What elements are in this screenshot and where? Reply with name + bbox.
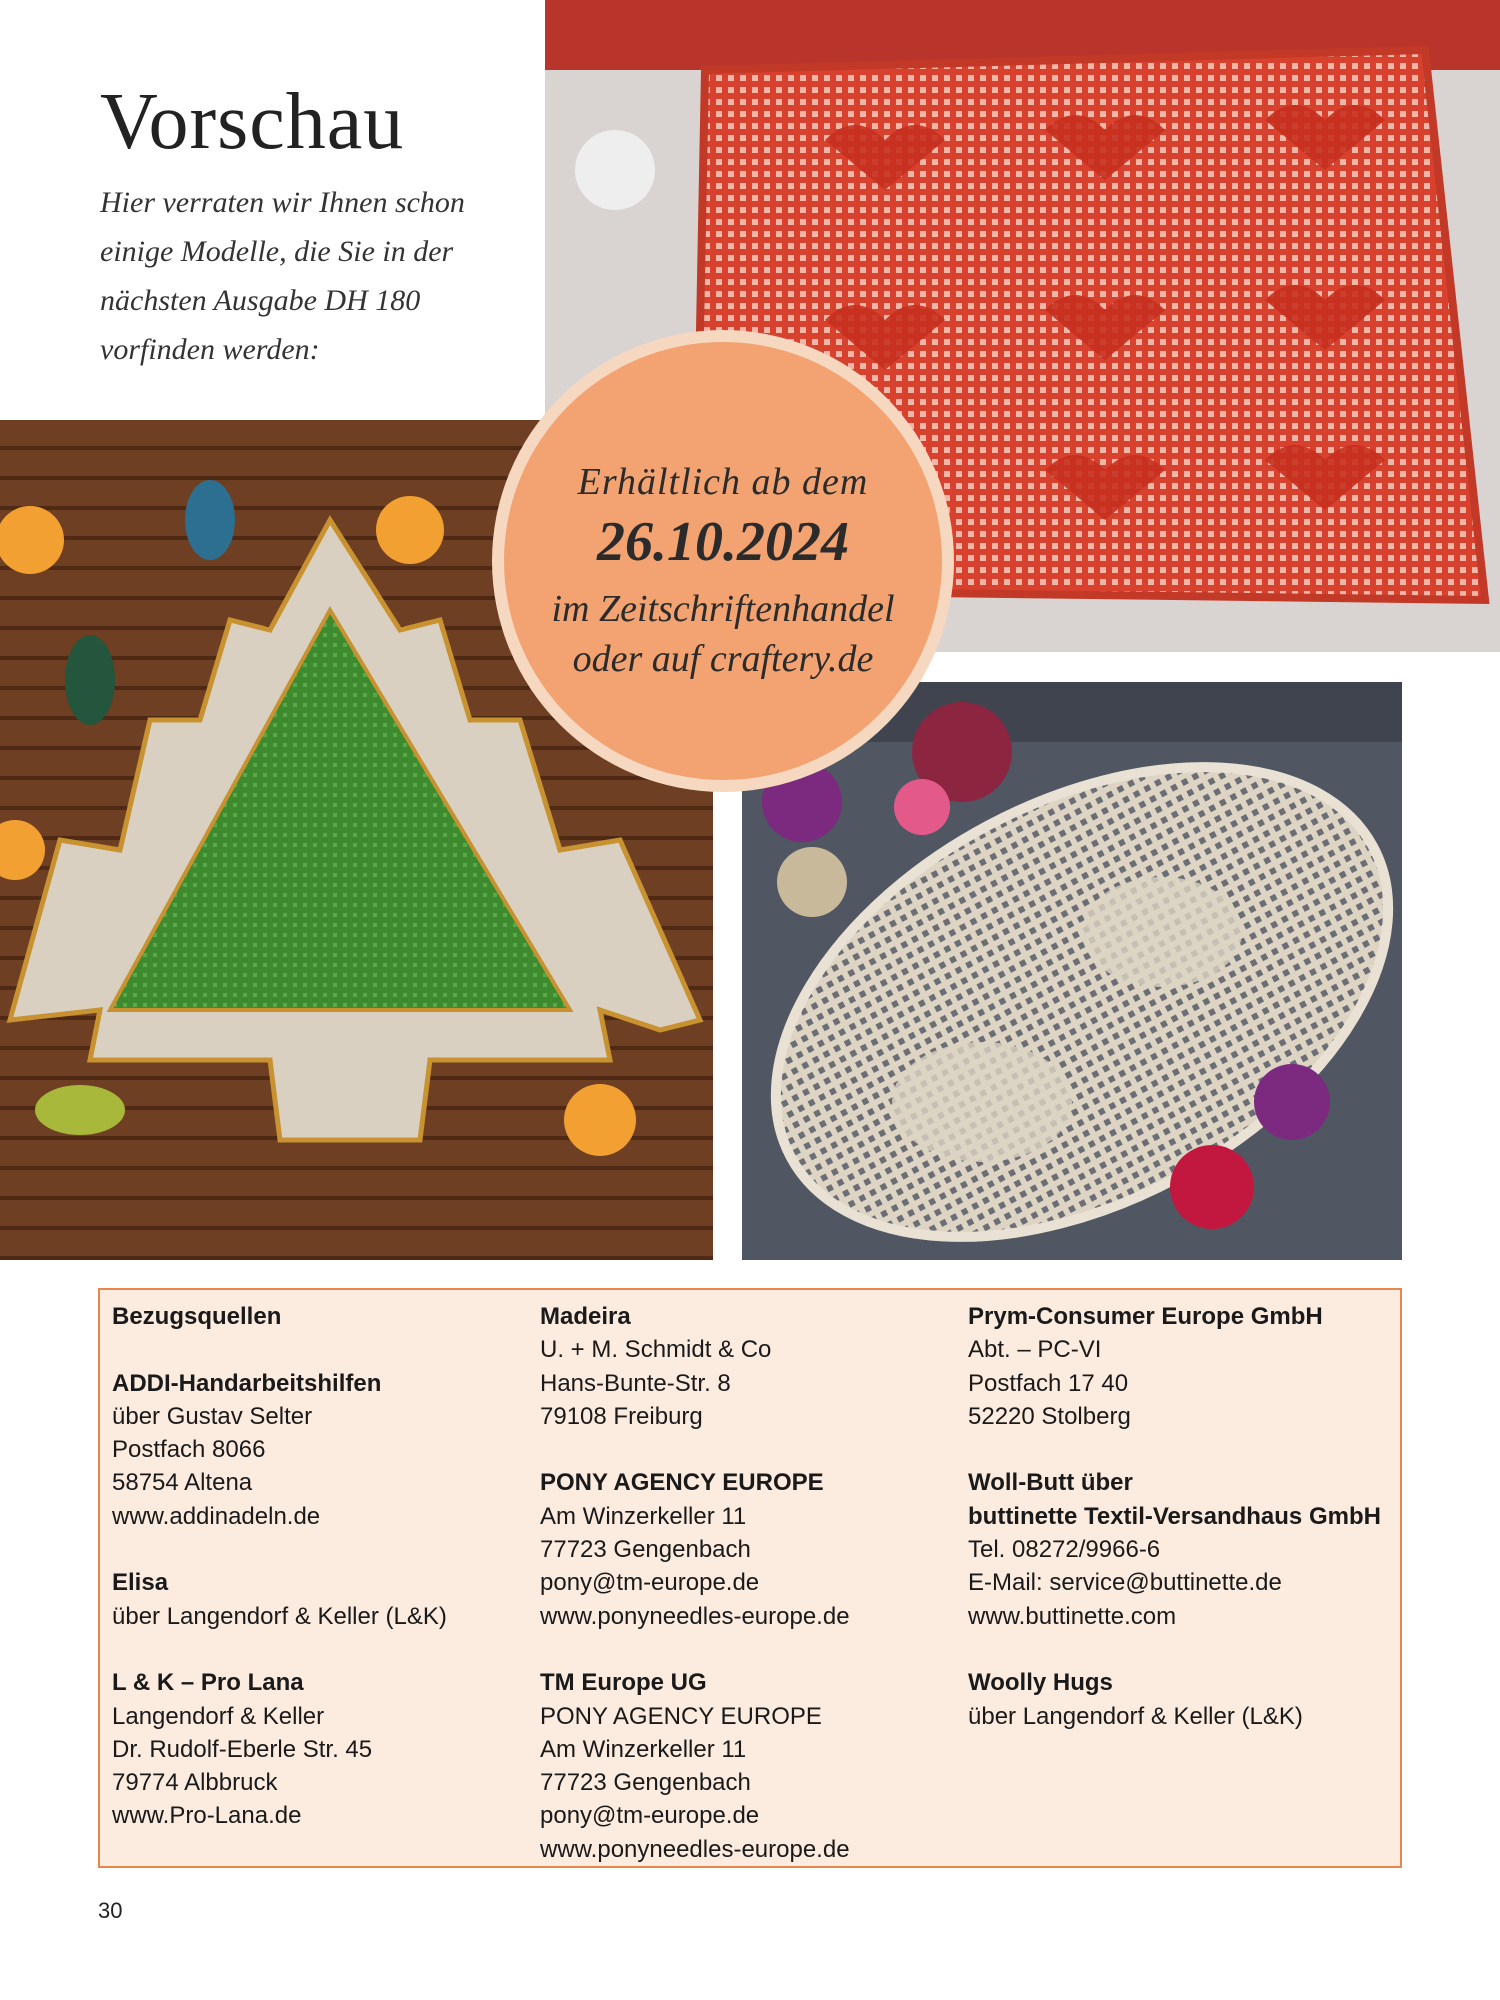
source-line: U. + M. Schmidt & Co (540, 1336, 772, 1364)
source-line: über Langendorf & Keller (L&K) (112, 1602, 447, 1630)
intro-line: nächsten Ausgabe DH 180 (100, 284, 421, 317)
source-line: www.buttinette.com (968, 1602, 1177, 1630)
badge-date: 26.10.2024 (597, 511, 849, 573)
page-title: Vorschau (100, 78, 405, 166)
sources-column-3 (968, 1300, 1388, 1733)
source-heading: Bezugsquellen (112, 1303, 282, 1330)
source-line: www.ponyneedles-europe.de (540, 1835, 850, 1863)
availability-badge-inner (504, 342, 942, 780)
source-heading: Woolly Hugs (968, 1669, 1113, 1697)
source-line: Am Winzerkeller 11 (540, 1502, 747, 1530)
source-line: Hans-Bunte-Str. 8 (540, 1369, 731, 1397)
source-line (968, 1433, 1388, 1466)
source-heading: Woll-Butt über (968, 1469, 1133, 1497)
source-heading: PONY AGENCY EUROPE (540, 1469, 824, 1497)
source-heading: ADDI-Handarbeitshilfen (112, 1369, 382, 1397)
source-line: PONY AGENCY EUROPE (540, 1702, 822, 1730)
source-line: 79108 Freiburg (540, 1402, 703, 1430)
source-line: Abt. – PC-VI (968, 1336, 1102, 1364)
source-line (112, 1533, 532, 1566)
intro-line: Hier verraten wir Ihnen schon (100, 186, 465, 219)
source-heading: buttinette Textil-Versandhaus GmbH (968, 1502, 1381, 1530)
source-line: 77723 Gengenbach (540, 1769, 751, 1797)
source-heading: Prym-Consumer Europe GmbH (968, 1303, 1323, 1330)
source-line (540, 1633, 960, 1666)
photo-oval-filet-runner (742, 682, 1402, 1260)
intro-line: einige Modelle, die Sie in der (100, 235, 454, 268)
source-line: www.Pro-Lana.de (112, 1802, 302, 1830)
page-number: 30 (98, 1898, 123, 1923)
source-heading: TM Europe UG (540, 1669, 707, 1697)
intro-line: vorfinden werden: (100, 333, 320, 366)
source-line: Postfach 8066 (112, 1436, 266, 1464)
source-heading: Madeira (540, 1303, 631, 1330)
source-line: Tel. 08272/9966-6 (968, 1536, 1161, 1564)
source-line: www.addinadeln.de (112, 1502, 321, 1530)
source-line: 77723 Gengenbach (540, 1536, 751, 1564)
source-line: über Langendorf & Keller (L&K) (968, 1702, 1303, 1730)
availability-badge (492, 330, 954, 792)
intro-text (100, 178, 540, 374)
source-line: 58754 Altena (112, 1469, 253, 1497)
source-line (540, 1433, 960, 1466)
sources-column-1 (112, 1300, 532, 1833)
source-line: 79774 Albbruck (112, 1769, 278, 1797)
badge-newsstand: im Zeitschriftenhandel (551, 588, 895, 630)
source-line: 52220 Stolberg (968, 1402, 1131, 1430)
source-line (112, 1333, 532, 1366)
source-line: www.ponyneedles-europe.de (540, 1602, 850, 1630)
source-line: über Gustav Selter (112, 1402, 313, 1430)
badge-available-from: Erhältlich ab dem (577, 461, 869, 503)
sources-box (98, 1288, 1402, 1868)
source-line: E-Mail: service@buttinette.de (968, 1569, 1282, 1597)
source-line (112, 1633, 532, 1666)
source-line: pony@tm-europe.de (540, 1802, 760, 1830)
source-line: Postfach 17 40 (968, 1369, 1129, 1397)
source-heading: Elisa (112, 1569, 169, 1597)
source-line: Dr. Rudolf-Eberle Str. 45 (112, 1735, 373, 1763)
source-line: Am Winzerkeller 11 (540, 1735, 747, 1763)
source-heading: L & K – Pro Lana (112, 1669, 304, 1697)
source-line: Langendorf & Keller (112, 1702, 325, 1730)
source-line (968, 1633, 1388, 1666)
badge-website: oder auf craftery.de (572, 638, 874, 680)
source-line: pony@tm-europe.de (540, 1569, 760, 1597)
sources-column-2 (540, 1300, 960, 1866)
